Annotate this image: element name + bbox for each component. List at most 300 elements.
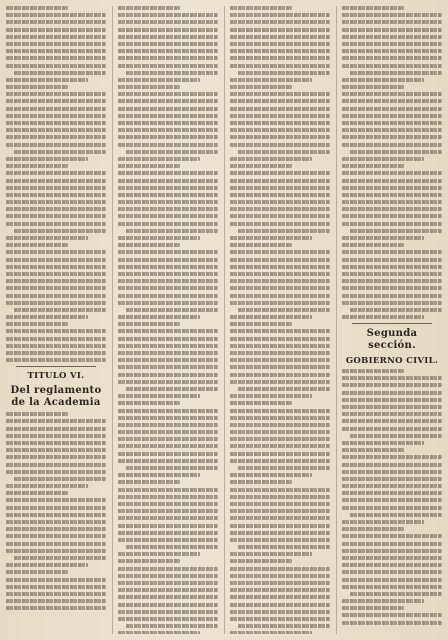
text-line — [118, 258, 218, 262]
text-line — [230, 394, 312, 398]
text-line — [342, 207, 442, 211]
text-line — [118, 423, 218, 427]
text-line — [6, 434, 106, 438]
text-line — [230, 42, 330, 46]
text-line — [6, 455, 106, 459]
text-line — [118, 250, 218, 254]
text-line — [230, 85, 292, 89]
text-line — [230, 459, 330, 463]
text-line — [230, 603, 330, 607]
text-line — [230, 538, 330, 542]
text-line — [6, 143, 106, 147]
text-line — [342, 563, 442, 567]
text-line — [6, 135, 106, 139]
text-line — [342, 520, 424, 524]
text-line — [230, 509, 330, 513]
text-line — [230, 56, 330, 60]
text-line — [118, 28, 218, 32]
text-line — [118, 42, 218, 46]
text-line — [118, 559, 180, 563]
text-line — [6, 592, 106, 596]
text-line — [118, 265, 218, 269]
text-line — [342, 441, 424, 445]
text-line — [230, 128, 330, 132]
text-line — [342, 613, 442, 617]
text-line — [342, 391, 442, 395]
text-line — [342, 107, 442, 111]
text-line — [118, 179, 218, 183]
text-line — [230, 430, 330, 434]
text-line — [6, 549, 106, 553]
text-line — [6, 506, 106, 510]
text-line — [118, 315, 200, 319]
section-heading: Del reglamento de la Academia — [10, 385, 102, 409]
text-line — [342, 315, 424, 319]
text-line — [342, 99, 442, 103]
text-line — [118, 99, 218, 103]
text-line — [6, 412, 68, 416]
text-line — [342, 78, 424, 82]
text-line — [6, 42, 106, 46]
text-line — [118, 444, 218, 448]
section-heading: GOBIERNO CIVIL. — [345, 356, 439, 367]
text-line — [238, 387, 330, 391]
text-line — [118, 574, 218, 578]
text-line — [126, 150, 218, 154]
text-line — [118, 531, 218, 535]
text-line — [6, 200, 106, 204]
text-line — [342, 470, 442, 474]
text-line — [6, 520, 106, 524]
text-line — [230, 337, 330, 341]
text-line — [118, 473, 200, 477]
text-line — [6, 337, 106, 341]
text-line — [342, 301, 442, 305]
section-heading: TITULO VI. — [27, 371, 85, 382]
text-line — [118, 78, 200, 82]
text-line — [230, 480, 292, 484]
text-line — [118, 279, 218, 283]
text-line — [118, 373, 218, 377]
text-line — [342, 28, 442, 32]
text-line — [342, 491, 442, 495]
text-line — [6, 344, 106, 348]
text-line — [6, 157, 88, 161]
text-line — [6, 448, 106, 452]
text-line — [230, 452, 330, 456]
text-line — [342, 258, 442, 262]
text-line — [118, 6, 180, 10]
text-line — [230, 329, 330, 333]
text-line — [14, 477, 106, 481]
text-line — [6, 470, 106, 474]
text-line — [230, 214, 330, 218]
text-line — [118, 128, 218, 132]
column-4 — [336, 6, 442, 634]
text-line — [350, 513, 442, 517]
text-line — [118, 243, 180, 247]
text-line — [230, 588, 330, 592]
text-line — [230, 13, 330, 17]
text-line — [342, 484, 442, 488]
text-line — [342, 448, 404, 452]
text-line — [230, 49, 330, 53]
text-line — [118, 49, 218, 53]
text-line — [342, 534, 442, 538]
text-line — [118, 603, 218, 607]
text-line — [118, 85, 180, 89]
text-line — [342, 542, 442, 546]
text-line — [342, 85, 404, 89]
text-line — [6, 563, 88, 567]
text-line — [230, 265, 330, 269]
divider — [16, 366, 96, 367]
text-line — [6, 329, 106, 333]
text-line — [342, 383, 442, 387]
text-line — [342, 186, 442, 190]
text-line — [118, 595, 218, 599]
text-line — [238, 624, 330, 628]
text-line — [342, 164, 404, 168]
text-line — [118, 13, 218, 17]
text-line — [6, 49, 106, 53]
text-line — [230, 301, 330, 305]
text-line — [342, 369, 404, 373]
text-line — [6, 491, 68, 495]
text-line — [238, 466, 330, 470]
text-line — [342, 427, 442, 431]
text-line — [342, 42, 442, 46]
text-line — [342, 236, 424, 240]
text-line — [342, 114, 442, 118]
text-line — [342, 20, 442, 24]
text-line — [6, 107, 106, 111]
text-line — [118, 294, 218, 298]
text-line — [342, 455, 442, 459]
text-line — [118, 567, 218, 571]
text-line — [230, 488, 330, 492]
text-line — [118, 114, 218, 118]
text-line — [230, 171, 330, 175]
text-line — [342, 143, 442, 147]
text-line — [6, 121, 106, 125]
text-line — [230, 243, 292, 247]
text-line — [6, 114, 106, 118]
text-line — [6, 78, 88, 82]
text-line — [342, 286, 442, 290]
text-line — [350, 308, 442, 312]
text-line — [230, 92, 330, 96]
text-line — [342, 279, 442, 283]
text-line — [14, 556, 106, 560]
text-line — [118, 631, 200, 634]
text-line — [350, 592, 442, 596]
text-line — [230, 322, 292, 326]
text-line — [126, 71, 218, 75]
text-line — [126, 466, 218, 470]
text-line — [230, 135, 330, 139]
text-line — [230, 294, 330, 298]
text-line — [118, 20, 218, 24]
text-line — [118, 236, 200, 240]
text-line — [118, 143, 218, 147]
text-line — [118, 64, 218, 68]
text-line — [230, 78, 312, 82]
text-line — [118, 157, 200, 161]
text-line — [230, 552, 312, 556]
text-line — [118, 272, 218, 276]
text-line — [118, 581, 218, 585]
text-line — [118, 121, 218, 125]
text-line — [230, 164, 292, 168]
text-line — [118, 351, 218, 355]
text-line — [6, 606, 106, 610]
text-line — [230, 64, 330, 68]
text-line — [126, 387, 218, 391]
text-line — [6, 427, 106, 431]
text-line — [118, 222, 218, 226]
text-line — [230, 315, 312, 319]
text-line — [118, 437, 218, 441]
text-line — [118, 459, 218, 463]
text-line — [230, 143, 330, 147]
text-line — [126, 545, 218, 549]
text-line — [230, 416, 330, 420]
text-line — [342, 506, 442, 510]
text-line — [118, 92, 218, 96]
text-line — [230, 401, 292, 405]
text-line — [6, 56, 106, 60]
text-line — [230, 365, 330, 369]
text-line — [342, 463, 442, 467]
text-line — [230, 28, 330, 32]
text-line — [350, 150, 442, 154]
text-line — [6, 64, 106, 68]
text-line — [230, 258, 330, 262]
text-line — [118, 207, 218, 211]
text-line — [6, 585, 106, 589]
text-line — [118, 337, 218, 341]
text-line — [230, 186, 330, 190]
text-line — [6, 599, 106, 603]
text-line — [118, 380, 218, 384]
text-line — [342, 64, 442, 68]
text-line — [230, 380, 330, 384]
text-line — [6, 542, 106, 546]
text-line — [342, 621, 442, 625]
text-line — [230, 502, 330, 506]
text-line — [118, 588, 218, 592]
text-line — [6, 279, 106, 283]
text-line — [14, 308, 106, 312]
text-line — [230, 99, 330, 103]
text-line — [14, 71, 106, 75]
text-line — [118, 394, 200, 398]
text-line — [6, 13, 106, 17]
text-line — [6, 419, 106, 423]
text-line — [118, 358, 218, 362]
text-line — [230, 437, 330, 441]
text-line — [118, 286, 218, 290]
text-line — [230, 617, 330, 621]
text-line — [6, 222, 106, 226]
text-line — [342, 556, 442, 560]
text-line — [230, 20, 330, 24]
text-line — [230, 344, 330, 348]
text-line — [342, 171, 442, 175]
text-line — [118, 344, 218, 348]
text-line — [342, 6, 404, 10]
text-line — [6, 484, 88, 488]
text-line — [230, 193, 330, 197]
text-line — [342, 265, 442, 269]
text-line — [118, 107, 218, 111]
text-line — [230, 222, 330, 226]
text-line — [238, 308, 330, 312]
text-line — [6, 534, 106, 538]
text-line — [230, 200, 330, 204]
text-line — [6, 35, 106, 39]
text-line — [342, 92, 442, 96]
text-line — [342, 549, 442, 553]
text-line — [118, 480, 180, 484]
text-line — [118, 186, 218, 190]
text-line — [238, 150, 330, 154]
text-line — [230, 207, 330, 211]
text-line — [118, 524, 218, 528]
text-line — [230, 114, 330, 118]
text-line — [342, 398, 442, 402]
text-line — [342, 193, 442, 197]
text-line — [126, 624, 218, 628]
text-line — [342, 128, 442, 132]
text-line — [230, 423, 330, 427]
text-line — [6, 265, 106, 269]
text-line — [6, 513, 106, 517]
text-line — [6, 272, 106, 276]
text-line — [6, 294, 106, 298]
text-line — [342, 250, 442, 254]
text-line — [118, 452, 218, 456]
text-line — [118, 538, 218, 542]
text-line — [342, 157, 424, 161]
text-line — [342, 585, 442, 589]
text-line — [342, 405, 442, 409]
text-line — [6, 322, 68, 326]
text-line — [14, 150, 106, 154]
text-line — [230, 35, 330, 39]
text-line — [230, 567, 330, 571]
text-line — [6, 236, 88, 240]
text-line — [6, 258, 106, 262]
text-line — [6, 527, 106, 531]
text-line — [6, 20, 106, 24]
text-line — [118, 301, 218, 305]
text-line — [342, 135, 442, 139]
text-line — [230, 581, 330, 585]
text-line — [342, 294, 442, 298]
text-line — [118, 488, 218, 492]
text-line — [230, 358, 330, 362]
text-line — [342, 570, 442, 574]
text-line — [6, 250, 106, 254]
text-line — [238, 229, 330, 233]
text-line — [230, 516, 330, 520]
text-line — [118, 171, 218, 175]
text-line — [6, 186, 106, 190]
text-line — [342, 200, 442, 204]
text-line — [118, 214, 218, 218]
text-line — [6, 315, 88, 319]
text-line — [126, 229, 218, 233]
text-line — [230, 351, 330, 355]
text-line — [350, 434, 442, 438]
text-line — [118, 516, 218, 520]
text-line — [342, 35, 442, 39]
text-line — [6, 441, 106, 445]
text-line — [342, 56, 442, 60]
text-line — [342, 376, 442, 380]
text-line — [14, 229, 106, 233]
text-line — [342, 222, 442, 226]
text-line — [6, 6, 68, 10]
text-line — [230, 531, 330, 535]
text-line — [6, 92, 106, 96]
text-line — [118, 552, 200, 556]
text-line — [230, 631, 312, 634]
text-line — [342, 527, 404, 531]
text-line — [342, 419, 442, 423]
column-3 — [224, 6, 330, 634]
text-line — [230, 157, 312, 161]
text-line — [230, 495, 330, 499]
text-line — [230, 444, 330, 448]
text-line — [342, 477, 442, 481]
text-line — [238, 71, 330, 75]
text-line — [118, 416, 218, 420]
text-line — [118, 401, 180, 405]
section-heading: Segunda sección. — [366, 328, 418, 352]
text-line — [342, 243, 404, 247]
text-line — [118, 56, 218, 60]
text-line — [230, 279, 330, 283]
text-line — [118, 200, 218, 204]
text-line — [350, 229, 442, 233]
text-line — [238, 545, 330, 549]
text-line — [6, 85, 68, 89]
text-line — [6, 463, 106, 467]
text-line — [118, 329, 218, 333]
text-line — [342, 179, 442, 183]
text-line — [230, 6, 292, 10]
text-line — [118, 509, 218, 513]
text-line — [6, 498, 106, 502]
text-line — [6, 214, 106, 218]
text-line — [6, 578, 106, 582]
text-line — [342, 498, 442, 502]
text-line — [230, 574, 330, 578]
text-line — [6, 179, 106, 183]
text-line — [230, 250, 330, 254]
text-line — [118, 365, 218, 369]
text-line — [230, 373, 330, 377]
text-line — [230, 610, 330, 614]
text-line — [342, 412, 442, 416]
column-1 — [6, 6, 106, 634]
text-line — [126, 308, 218, 312]
text-line — [230, 236, 312, 240]
text-line — [6, 570, 68, 574]
